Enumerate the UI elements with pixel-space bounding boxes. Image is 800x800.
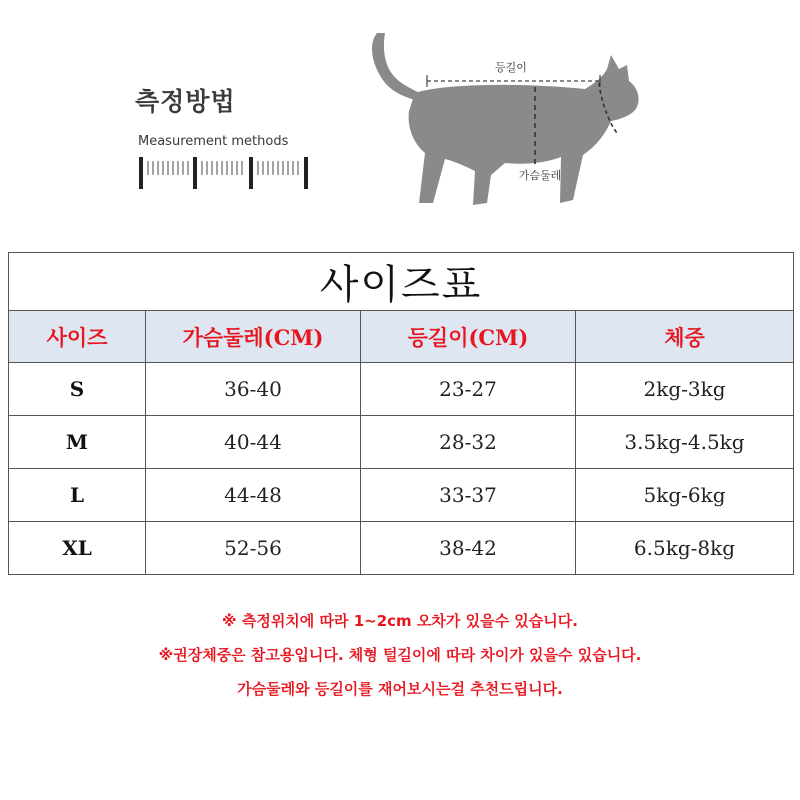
back-length-cell: 23-27 bbox=[361, 363, 576, 416]
weight-cell: 3.5kg-4.5kg bbox=[576, 416, 794, 469]
table-row bbox=[9, 416, 794, 469]
measurement-subtitle: Measurement methods bbox=[138, 134, 289, 149]
weight-cell: 5kg-6kg bbox=[576, 469, 794, 522]
note-recommendation: 가슴둘레와 등길이를 재어보시는걸 추천드립니다. bbox=[237, 680, 563, 698]
note-recommended-weight: ※권장체중은 참고용입니다. 체형 털길이에 따라 차이가 있을수 있습니다. bbox=[158, 646, 642, 664]
table-row bbox=[9, 522, 794, 575]
header-weight: 체중 bbox=[576, 311, 794, 363]
size-cell: S bbox=[9, 363, 146, 416]
back-length-cell: 38-42 bbox=[361, 522, 576, 575]
weight-cell: 6.5kg-8kg bbox=[576, 522, 794, 575]
cat-silhouette-icon bbox=[372, 33, 639, 205]
header-chest: 가슴둘레(CM) bbox=[146, 311, 361, 363]
size-table bbox=[8, 252, 794, 575]
table-row bbox=[9, 469, 794, 522]
back-length-label: 등길이 bbox=[495, 61, 527, 74]
chest-cell: 40-44 bbox=[146, 416, 361, 469]
back-length-cell: 33-37 bbox=[361, 469, 576, 522]
chest-cell: 52-56 bbox=[146, 522, 361, 575]
size-cell: M bbox=[9, 416, 146, 469]
cat-measurement-illustration bbox=[355, 25, 665, 215]
back-length-cell: 28-32 bbox=[361, 416, 576, 469]
ruler-icon bbox=[138, 157, 308, 189]
table-row bbox=[9, 363, 794, 416]
size-cell: L bbox=[9, 469, 146, 522]
notes-section bbox=[0, 604, 800, 706]
note-measurement-error: ※ 측정위치에 따라 1~2cm 오차가 있을수 있습니다. bbox=[222, 612, 578, 630]
header-size: 사이즈 bbox=[9, 311, 146, 363]
size-cell: XL bbox=[9, 522, 146, 575]
header-back-length: 등길이(CM) bbox=[361, 311, 576, 363]
chest-cell: 36-40 bbox=[146, 363, 361, 416]
measurement-title: 측정방법 bbox=[135, 87, 236, 116]
chest-label: 가슴둘레 bbox=[518, 169, 562, 182]
chest-cell: 44-48 bbox=[146, 469, 361, 522]
weight-cell: 2kg-3kg bbox=[576, 363, 794, 416]
size-table-title: 사이즈표 bbox=[9, 253, 794, 311]
